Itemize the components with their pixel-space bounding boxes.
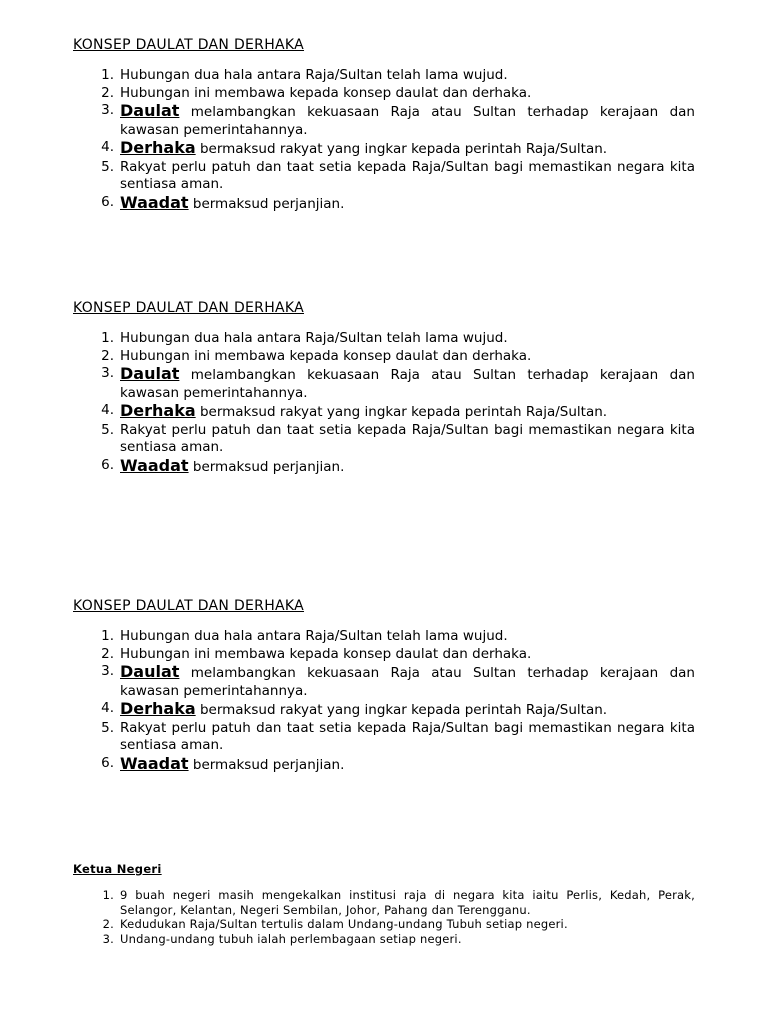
list-item: 2. Kedudukan Raja/Sultan tertulis dalam Undang-undang Tubuh setiap negeri. xyxy=(102,917,568,931)
keyword-daulat: Daulat xyxy=(120,101,180,120)
list-item: 4. Derhaka bermaksud rakyat yang ingkar kepada perintah Raja/Sultan. xyxy=(101,401,608,420)
list-item: 1. Hubungan dua hala antara Raja/Sultan telah lama wujud. xyxy=(101,628,508,644)
list-item: 4. Derhaka bermaksud rakyat yang ingkar kepada perintah Raja/Sultan. xyxy=(101,699,608,718)
section-heading: KONSEP DAULAT DAN DERHAKA xyxy=(73,300,305,316)
section-heading: KONSEP DAULAT DAN DERHAKA xyxy=(73,37,305,53)
keyword-daulat: Daulat xyxy=(120,364,180,383)
keyword-derhaka: Derhaka xyxy=(120,699,196,718)
konsep-section-3 xyxy=(73,595,695,774)
list-item: 1. Hubungan dua hala antara Raja/Sultan telah lama wujud. xyxy=(101,330,508,346)
list-item: 2. Hubungan ini membawa kepada konsep daulat dan derhaka. xyxy=(101,347,532,364)
list-item: 2. Hubungan ini membawa kepada konsep daulat dan derhaka. xyxy=(101,84,532,101)
list-item: 2. Hubungan ini membawa kepada konsep daulat dan derhaka. xyxy=(101,645,532,662)
keyword-waadat: Waadat xyxy=(120,753,189,773)
list-item: 5. Rakyat perlu patuh dan taat setia kepada Raja/Sultan bagi memastikan negara kita sentiasa aman. xyxy=(101,719,695,753)
keyword-derhaka: Derhaka xyxy=(120,401,196,420)
list-item: 5. Rakyat perlu patuh dan taat setia kepada Raja/Sultan bagi memastikan negara kita sentiasa aman. xyxy=(101,421,695,455)
section-heading: Ketua Negeri xyxy=(73,862,162,876)
list-item: 1. Hubungan dua hala antara Raja/Sultan telah lama wujud. xyxy=(101,67,508,83)
list-item: 3. Daulat melambangkan kekuasaan Raja atau Sultan terhadap kerajaan dan kawasan pemerintahannya. xyxy=(101,101,695,138)
konsep-section-2 xyxy=(73,297,695,476)
keyword-waadat: Waadat xyxy=(120,192,189,212)
section-heading: KONSEP DAULAT DAN DERHAKA xyxy=(73,598,305,614)
numbered-list xyxy=(73,628,695,774)
list-item: 3. Daulat melambangkan kekuasaan Raja atau Sultan terhadap kerajaan dan kawasan pemerintahannya. xyxy=(101,662,695,699)
list-item: 5. Rakyat perlu patuh dan taat setia kepada Raja/Sultan bagi memastikan negara kita sentiasa aman. xyxy=(101,158,695,192)
list-item: 6. Waadat bermaksud perjanjian. xyxy=(101,455,345,475)
numbered-list xyxy=(73,67,695,213)
numbered-list xyxy=(73,330,695,476)
keyword-waadat: Waadat xyxy=(120,455,189,475)
konsep-section-1 xyxy=(73,34,695,213)
ketua-negeri-section xyxy=(73,860,695,946)
numbered-list xyxy=(73,888,695,946)
list-item: 4. Derhaka bermaksud rakyat yang ingkar kepada perintah Raja/Sultan. xyxy=(101,138,608,157)
list-item: 6. Waadat bermaksud perjanjian. xyxy=(101,192,345,212)
keyword-derhaka: Derhaka xyxy=(120,138,196,157)
keyword-daulat: Daulat xyxy=(120,662,180,681)
list-item: 3. Daulat melambangkan kekuasaan Raja atau Sultan terhadap kerajaan dan kawasan pemerintahannya. xyxy=(101,364,695,401)
list-item: 1. 9 buah negeri masih mengekalkan institusi raja di negara kita iaitu Perlis, Kedah, Perak, Selangor, Kelantan, Negeri Sembilan, Johor, Pahang dan Terengganu. xyxy=(102,888,695,917)
list-item: 3. Undang-undang tubuh ialah perlembagaan setiap negeri. xyxy=(102,931,462,946)
list-item: 6. Waadat bermaksud perjanjian. xyxy=(101,753,345,773)
